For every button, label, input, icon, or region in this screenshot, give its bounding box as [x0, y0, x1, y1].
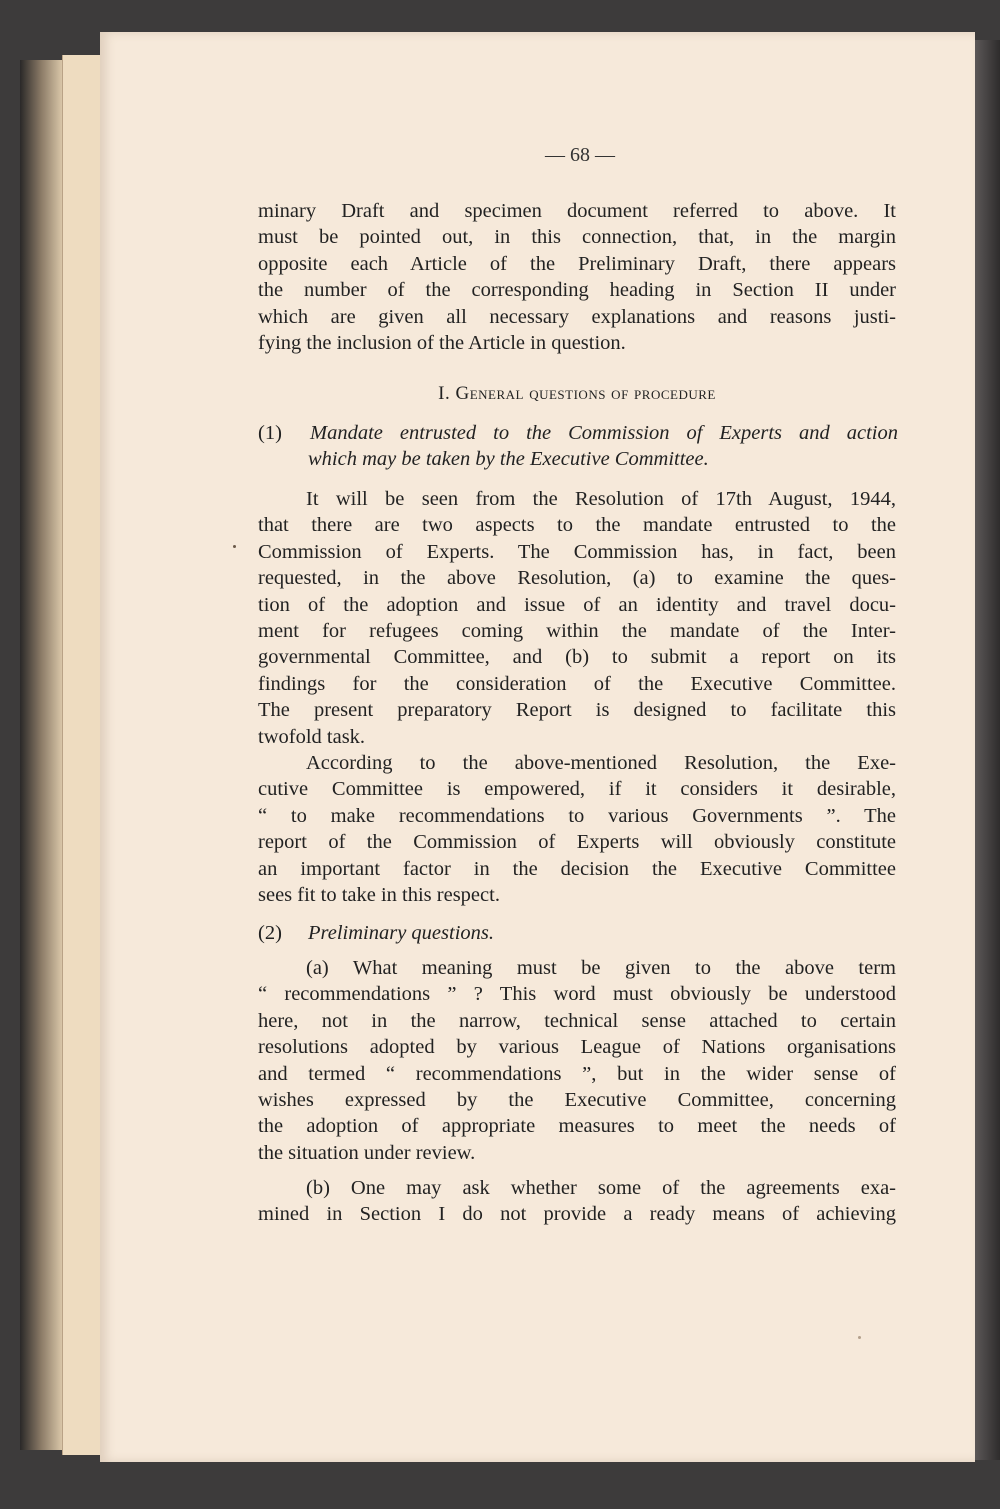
text-line: (b) One may ask whether some of the agreements exa- [306, 1177, 896, 1199]
text-line: tion of the adoption and issue of an identity and travel docu- [258, 593, 896, 616]
page-number: — 68 — [545, 144, 615, 166]
text-line: Commission of Experts. The Commission has, in fact, been [258, 540, 896, 563]
text-line: resolutions adopted by various League of Nations organisations [258, 1036, 896, 1059]
subsection-title-line: Mandate entrusted to the Commission of Experts and action [310, 422, 898, 444]
paragraph-1 [258, 486, 896, 750]
section-heading [258, 383, 896, 405]
text-line: fying the inclusion of the Article in question. [258, 332, 626, 355]
text-line: here, not in the narrow, technical sense attached to certain [258, 1009, 896, 1032]
text-line: governmental Committee, and (b) to submit a report on its [258, 646, 896, 669]
page-right-shadow [975, 40, 1000, 1460]
text-line: report of the Commission of Experts will obviously constitute [258, 831, 896, 854]
text-line: the adoption of appropriate measures to meet the needs of [258, 1115, 896, 1138]
text-line: which are given all necessary explanations and reasons justi- [258, 305, 896, 328]
section-numeral: I. [438, 383, 451, 404]
subsection-number: (2) [258, 922, 282, 944]
page-speck [858, 1336, 861, 1339]
text-line: It will be seen from the Resolution of 17th August, 1944, [306, 488, 896, 510]
text-line: requested, in the above Resolution, (a) to examine the ques- [258, 567, 896, 590]
text-line: mined in Section I do not provide a ready means of achieving [258, 1203, 896, 1226]
text-line: cutive Committee is empowered, if it considers it desirable, [258, 778, 896, 801]
paragraph-2 [258, 750, 896, 908]
margin-dot [233, 545, 236, 548]
paragraph-4 [258, 1175, 896, 1228]
subsection-1 [258, 420, 898, 473]
paragraph-3 [258, 955, 896, 1166]
text-line: “ to make recommendations to various Governments ”. The [258, 804, 896, 827]
text-line: and termed “ recommendations ”, but in the wider sense of [258, 1062, 896, 1085]
text-line: According to the above-mentioned Resolution, the Exe- [306, 752, 896, 774]
text-line: the number of the corresponding heading in Section II under [258, 279, 896, 302]
subsection-number: (1) [258, 422, 282, 444]
text-line: wishes expressed by the Executive Committee, concerning [258, 1089, 896, 1112]
text-line: an important factor in the decision the Executive Committee [258, 857, 896, 880]
text-line: ment for refugees coming within the mandate of the Inter- [258, 620, 896, 643]
subsection-title-line: which may be taken by the Executive Committee. [308, 448, 709, 471]
text-line: twofold task. [258, 725, 366, 748]
subsection-title: Preliminary questions. [308, 922, 495, 944]
intro-paragraph [258, 198, 896, 356]
text-line: “ recommendations ” ? This word must obviously be understood [258, 983, 896, 1006]
text-line: that there are two aspects to the mandate entrusted to the [258, 514, 896, 537]
subsection-2 [258, 920, 898, 946]
text-line: must be pointed out, in this connection, that, in the margin [258, 226, 896, 249]
text-line: opposite each Article of the Preliminary Draft, there appears [258, 252, 896, 275]
text-line: The present preparatory Report is designed to facilitate this [258, 699, 896, 722]
text-line: (a) What meaning must be given to the above term [306, 957, 896, 979]
text-line: the situation under review. [258, 1141, 476, 1164]
section-title: General questions of procedure [455, 383, 716, 404]
text-line: findings for the consideration of the Executive Committee. [258, 672, 896, 695]
text-line: sees fit to take in this respect. [258, 884, 500, 907]
text-line: minary Draft and specimen document referred to above. It [258, 200, 896, 222]
